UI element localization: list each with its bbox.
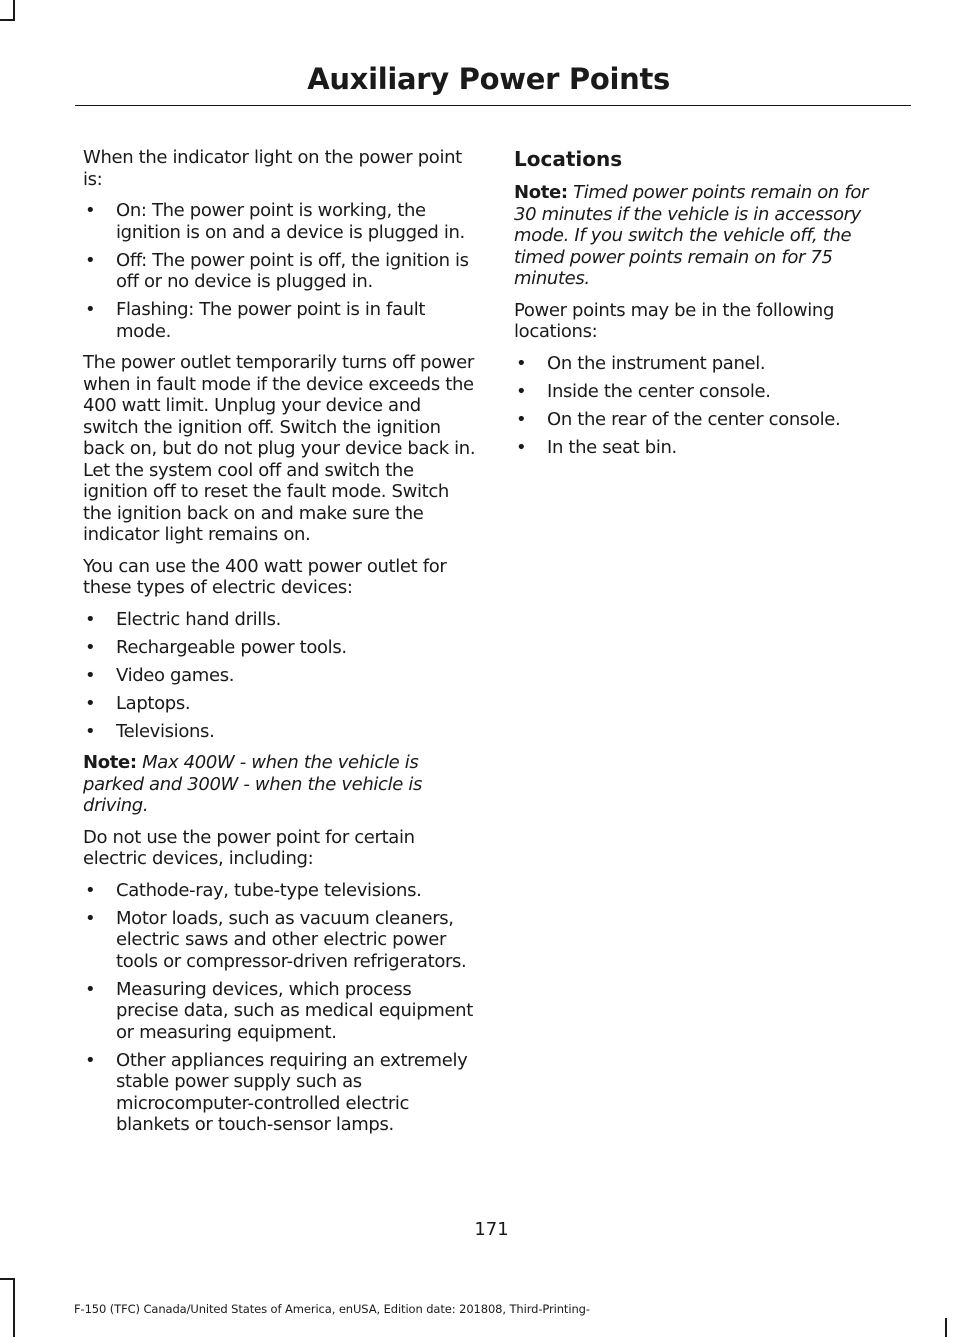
list-item: • Measuring devices, which process precise data, such as medical equipment or measuring equipment. (85, 978, 473, 1043)
usable-devices-intro: You can use the 400 watt power outlet for these types of electric devices: (83, 555, 447, 598)
bullet-icon: • (85, 879, 96, 901)
bullet-icon: • (85, 978, 96, 1000)
indicator-intro: When the indicator light on the power point is: (83, 147, 462, 190)
list-item: • On the rear of the center console. (516, 408, 841, 430)
crop-mark-top-left-vertical (13, 0, 15, 20)
list-item: • Cathode-ray, tube-type televisions. (85, 879, 422, 901)
bullet-icon: • (516, 408, 527, 430)
note-text: Max 400W - when the vehicle is parked and 300W - when the vehicle is driving. (83, 752, 423, 816)
list-item: • Other appliances requiring an extremely stable power supply such as microcomputer-controlled electric blankets or touch-sensor lamps. (85, 1049, 468, 1135)
bullet-icon: • (85, 720, 96, 742)
bullet-icon: • (85, 907, 96, 929)
crop-mark-bottom-right (945, 1318, 947, 1337)
locations-heading: Locations (514, 147, 623, 171)
bullet-icon: • (85, 608, 96, 630)
bullet-icon: • (85, 299, 96, 320)
list-item: • Electric hand drills. (85, 608, 281, 630)
list-item: • Video games. (85, 664, 235, 686)
timed-power-note (514, 182, 890, 290)
do-not-use-intro: Do not use the power point for certain electric devices, including: (83, 826, 415, 869)
crop-mark-top-left-horizontal (0, 19, 15, 21)
list-item: • Inside the center console. (516, 380, 771, 402)
note-label: Note: (83, 752, 137, 773)
list-item: • On: The power point is working, the ignition is on and a device is plugged in. (85, 200, 465, 243)
bullet-icon: • (516, 352, 527, 374)
left-column (83, 147, 477, 1146)
list-item: • Motor loads, such as vacuum cleaners, electric saws and other electric power tools or compressor-driven refrigerators. (85, 907, 467, 972)
list-item: • Flashing: The power point is in fault mode. (85, 299, 426, 342)
bullet-icon: • (516, 436, 527, 458)
crop-mark-bottom-left-horizontal (0, 1278, 15, 1280)
bullet-icon: • (85, 249, 96, 271)
list-item: • Off: The power point is off, the ignition is off or no device is plugged in. (85, 249, 469, 292)
page-number: 171 (474, 1219, 509, 1240)
wattage-note (83, 752, 477, 817)
page-title: Auxiliary Power Points (307, 62, 670, 96)
list-item: • In the seat bin. (516, 436, 677, 458)
list-item: • Televisions. (85, 720, 215, 742)
right-column (514, 147, 890, 468)
bullet-icon: • (85, 692, 96, 714)
bullet-icon: • (85, 200, 96, 221)
header-divider (75, 105, 911, 106)
note-text: Timed power points remain on for 30 minutes if the vehicle is in accessory mode. If you switch the vehicle off, the timed power points remain on for 75 minutes. (514, 182, 869, 289)
bullet-icon: • (85, 1049, 96, 1071)
usable-devices-list (83, 609, 477, 743)
bullet-icon: • (85, 664, 96, 686)
bullet-icon: • (516, 380, 527, 402)
fault-mode-paragraph: The power outlet temporarily turns off power when in fault mode if the device exceeds the 400 watt limit. Unplug your device and switch the ignition off. Switch the ignition back on, but do not plug your device back in. Let the system cool off and switch the ignition off to reset the fault mode. Switch the ignition back on and make sure the indicator light remains on. (83, 352, 476, 545)
locations-intro: Power points may be in the following locations: (514, 299, 835, 342)
locations-list (514, 353, 890, 459)
list-item: • On the instrument panel. (516, 352, 766, 374)
indicator-states-list (83, 200, 477, 342)
bullet-icon: • (85, 636, 96, 658)
list-item: • Rechargeable power tools. (85, 636, 347, 658)
crop-mark-bottom-left-vertical (13, 1278, 15, 1337)
note-label: Note: (514, 182, 568, 203)
excluded-devices-list (83, 880, 477, 1136)
edition-footer: F-150 (TFC) Canada/United States of America, enUSA, Edition date: 201808, Third-Printing- (74, 1302, 590, 1316)
list-item: • Laptops. (85, 692, 191, 714)
